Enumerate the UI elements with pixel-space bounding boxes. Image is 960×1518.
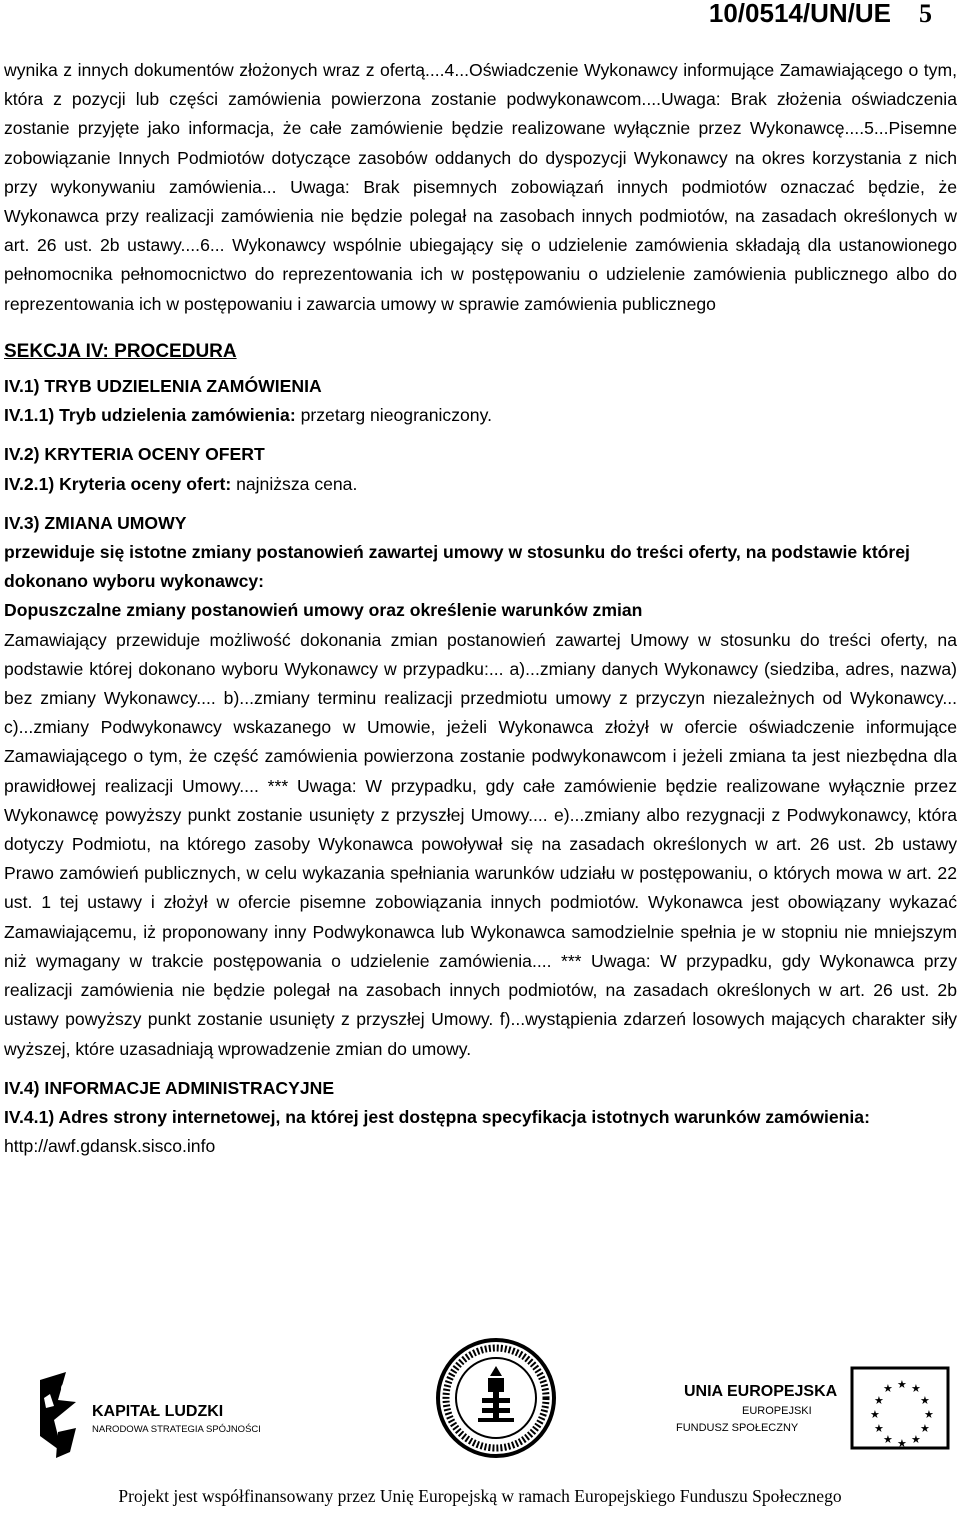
- page-footer: Projekt jest współfinansowany przez Unię Europejską w ramach Europejskiego Funduszu Społecznego: [118, 1486, 842, 1506]
- section-title: SEKCJA IV: PROCEDURA: [4, 340, 237, 362]
- ue-text-line3: FUNDUSZ SPOŁECZNY: [676, 1422, 799, 1434]
- iv4-label: IV.4.1) Adres strony internetowej, na której jest dostępna specyfikacja istotnych warunków zamówienia:: [4, 1106, 870, 1127]
- iv3-subheading2: Dopuszczalne zmiany postanowień umowy oraz określenie warunków zmian: [4, 600, 643, 621]
- iv2-value: najniższa cena.: [236, 473, 358, 494]
- eu-social-fund-logo: [676, 1364, 956, 1474]
- iv3-body: Zamawiający przewiduje możliwość dokonania zmian postanowień zawartej Umowy w stosunku do treści oferty, na podstawie której dokonano wyboru Wykonawcy w przypadku:... a)...zmiany danych Wykonawcy (siedziba, adres, nazwa) bez zmiany Wykonawcy.... b)...zmiany terminu realizacji przedmiotu umowy z przyczyn niezależnych od Wykonawcy... c)...zmiany Podwykonawcy wskazanego w Umowie, jeżeli Wykonawca złożył w ofercie oświadczenie informujące Zamawiającego o tym, że część zamówienia powierzona zostanie podwykonawcom i jeżeli zmiana ta jest niezbędna dla prawidłowej realizacji Umowy.... *** Uwaga: W przypadku, gdy całe zamówienie będzie realizowane wyłącznie przez Wykonawcę powyższy punkt zostanie usunięty z przyszłej Umowy.... e)...zmiany albo rezygnacji z Podwykonawcy, która dotyczy Podmiotu, na którego zasoby Wykonawca powoływał się na zasadach określonych w art. 26 ust. 2b ustawy Prawo zamówień publicznych, w celu wykazania spełniania warunków udziału w postępowaniu, o których mowa w art. 22 ust. 1 tej ustawy i złożył w ofercie pisemne zobowiązania innych podmiotów. Wykonawca jest obowiązany wykazać Zamawiającemu, iż proponowany inny Podwykonawca lub Wykonawca samodzielnie spełnia je w stopniu nie mniejszym niż wymagany w trakcie postępowania o udzielenie zamówienia.... *** Uwaga: W przypadku, gdy Wykonawca przy realizacji zamówienia nie będzie polegał na zasobach innych podmiotów, na zasadach określonych w art. 26 ust. 2b ustawy powyższy punkt zostanie usunięty z przyszłej Umowy. f)...wystąpienia zdarzeń losowych mających charakter siły wyższej, które uzasadniają wprowadzenie zmian do umowy.: [4, 629, 957, 1059]
- svg-text:★: ★: [874, 1422, 884, 1435]
- iv4-heading: IV.4) INFORMACJE ADMINISTRACYJNE: [4, 1077, 335, 1098]
- ue-text-line1: UNIA EUROPEJSKA: [684, 1383, 838, 1400]
- ue-text-line2: EUROPEJSKI: [742, 1405, 812, 1417]
- iv2-heading: IV.2) KRYTERIA OCENY OFERT: [4, 444, 265, 465]
- iv2-row: [4, 470, 957, 499]
- svg-text:★: ★: [924, 1408, 934, 1421]
- svg-text:★: ★: [870, 1408, 880, 1421]
- svg-text:★: ★: [920, 1394, 930, 1407]
- kapital-ludzki-logo: [36, 1372, 296, 1482]
- document-id: 10/0514/UN/UE: [708, 0, 891, 28]
- svg-text:★: ★: [897, 1437, 907, 1450]
- svg-text:★: ★: [911, 1433, 921, 1446]
- svg-text:★: ★: [874, 1394, 884, 1407]
- iv3-subheading: przewiduje się istotne zmiany postanowień zawartej umowy w stosunku do treści oferty, na podstawie której dokonano wyboru wykonawcy:: [4, 542, 910, 592]
- iv1-row: [4, 401, 957, 430]
- iv4-value: http://awf.gdansk.sisco.info: [4, 1136, 216, 1157]
- iv4-row: [4, 1103, 957, 1161]
- svg-text:★: ★: [911, 1382, 921, 1395]
- document-body: [4, 56, 957, 1161]
- svg-text:★: ★: [920, 1422, 930, 1435]
- logo-strip: [0, 1342, 960, 1462]
- svg-text:★: ★: [883, 1433, 893, 1446]
- page-header: [709, 0, 932, 27]
- svg-text:★: ★: [883, 1382, 893, 1395]
- svg-text:★: ★: [897, 1378, 907, 1391]
- iv3-heading: IV.3) ZMIANA UMOWY: [4, 512, 187, 533]
- iv1-heading: IV.1) TRYB UDZIELENIA ZAMÓWIENIA: [4, 376, 322, 397]
- iv1-value: przetarg nieograniczony.: [300, 405, 492, 426]
- iv2-label: IV.2.1) Kryteria oceny ofert:: [4, 473, 232, 494]
- intro-paragraph: wynika z innych dokumentów złożonych wraz z ofertą....4...Oświadczenie Wykonawcy informujące Zamawiającego o tym, która z pozycji lub części zamówienia powierzona zostanie podwykonawcom....Uwaga: Brak złożenia oświadczenia zostanie przyjęte jako informacja, że całe zamówienie będzie realizowane wyłącznie przez Wykonawcę....5...Pisemne zobowiązanie Innych Podmiotów dotyczące zasobów oddanych do dyspozycji Wykonawcy na okres korzystania z nich przy wykonywaniu zamówienia... Uwaga: Brak pisemnych zobowiązań innych podmiotów oznaczać będzie, że Wykonawca przy realizacji zamówienia nie będzie polegał na zasobach innych podmiotów, na zasadach określonych w art. 26 ust. 2b ustawy....6... Wykonawcy wspólnie ubiegający się o udzielenie zamówienia składają dla ustanowionego pełnomocnika pełnomocnictwo do reprezentowania ich w postępowaniu o udzielenie zamówienia publicznego albo do reprezentowania ich w postępowaniu i zawarcia umowy w sprawie zamówienia publicznego: [4, 60, 957, 314]
- university-seal-logo: [434, 1336, 558, 1460]
- kapital-ludzki-text: KAPITAŁ LUDZKI: [92, 1403, 224, 1420]
- kapital-ludzki-subtext: NARODOWA STRATEGIA SPÓJNOŚCI: [92, 1424, 261, 1435]
- page-number: 5: [919, 0, 932, 28]
- iv1-label: IV.1.1) Tryb udzielenia zamówienia:: [4, 405, 296, 426]
